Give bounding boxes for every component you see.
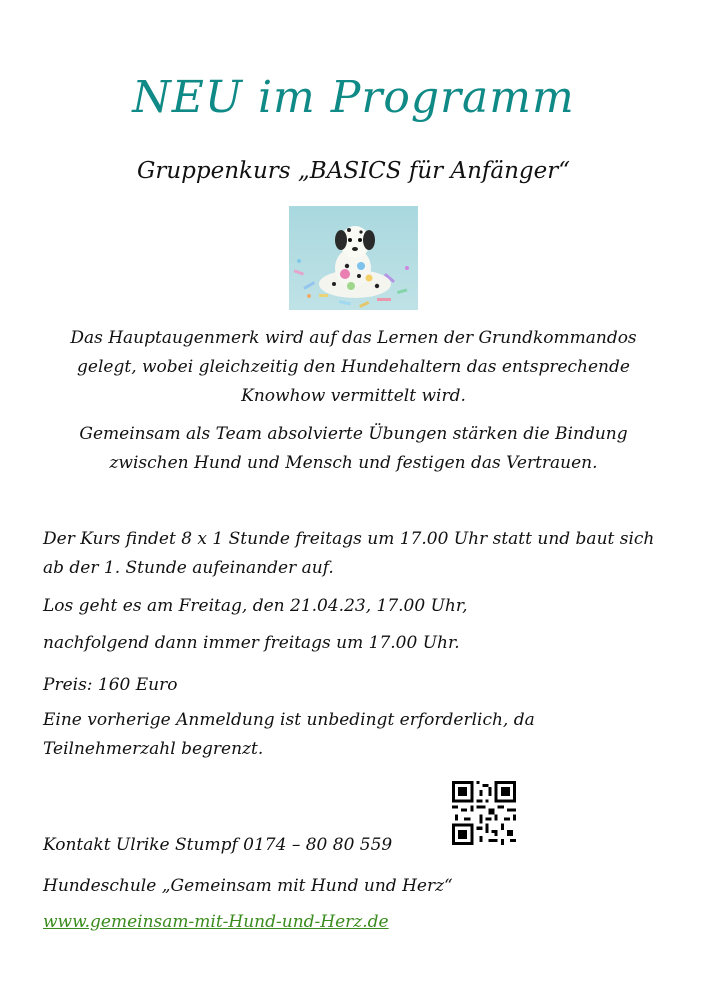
website-link[interactable]: www.gemeinsam-mit-Hund-und-Herz.de xyxy=(43,912,389,932)
course-info: Der Kurs findet 8 x 1 Stunde freitags um 17.00 Uhr statt und baut sich ab der 1. Stunde aufeinander auf. xyxy=(43,529,655,578)
schedule: nachfolgend dann immer freitags um 17.00 Uhr. xyxy=(43,633,460,653)
dalmatian-puppy-photo xyxy=(289,206,418,310)
intro-paragraph-1: Das Hauptaugenmerk wird auf das Lernen der Grundkommandos gelegt, wobei gleichzeitig den Hundehaltern das entsprechende Knowhow vermittelt wird. xyxy=(70,328,637,406)
registration-note: Eine vorherige Anmeldung ist unbedingt erforderlich, da Teilnehmerzahl begrenzt. xyxy=(43,710,535,759)
contact-info: Kontakt Ulrike Stumpf 0174 – 80 80 559 xyxy=(43,835,393,855)
price: Preis: 160 Euro xyxy=(43,675,178,695)
course-subtitle: Gruppenkurs „BASICS für Anfänger“ xyxy=(136,158,571,184)
flyer-title: NEU im Programm xyxy=(132,72,575,123)
intro-paragraph-2: Gemeinsam als Team absolvierte Übungen stärken die Bindung zwischen Hund und Mensch und festigen das Vertrauen. xyxy=(79,424,628,473)
school-name: Hundeschule „Gemeinsam mit Hund und Herz“ xyxy=(43,876,453,896)
start-date: Los geht es am Freitag, den 21.04.23, 17.00 Uhr, xyxy=(43,596,468,616)
